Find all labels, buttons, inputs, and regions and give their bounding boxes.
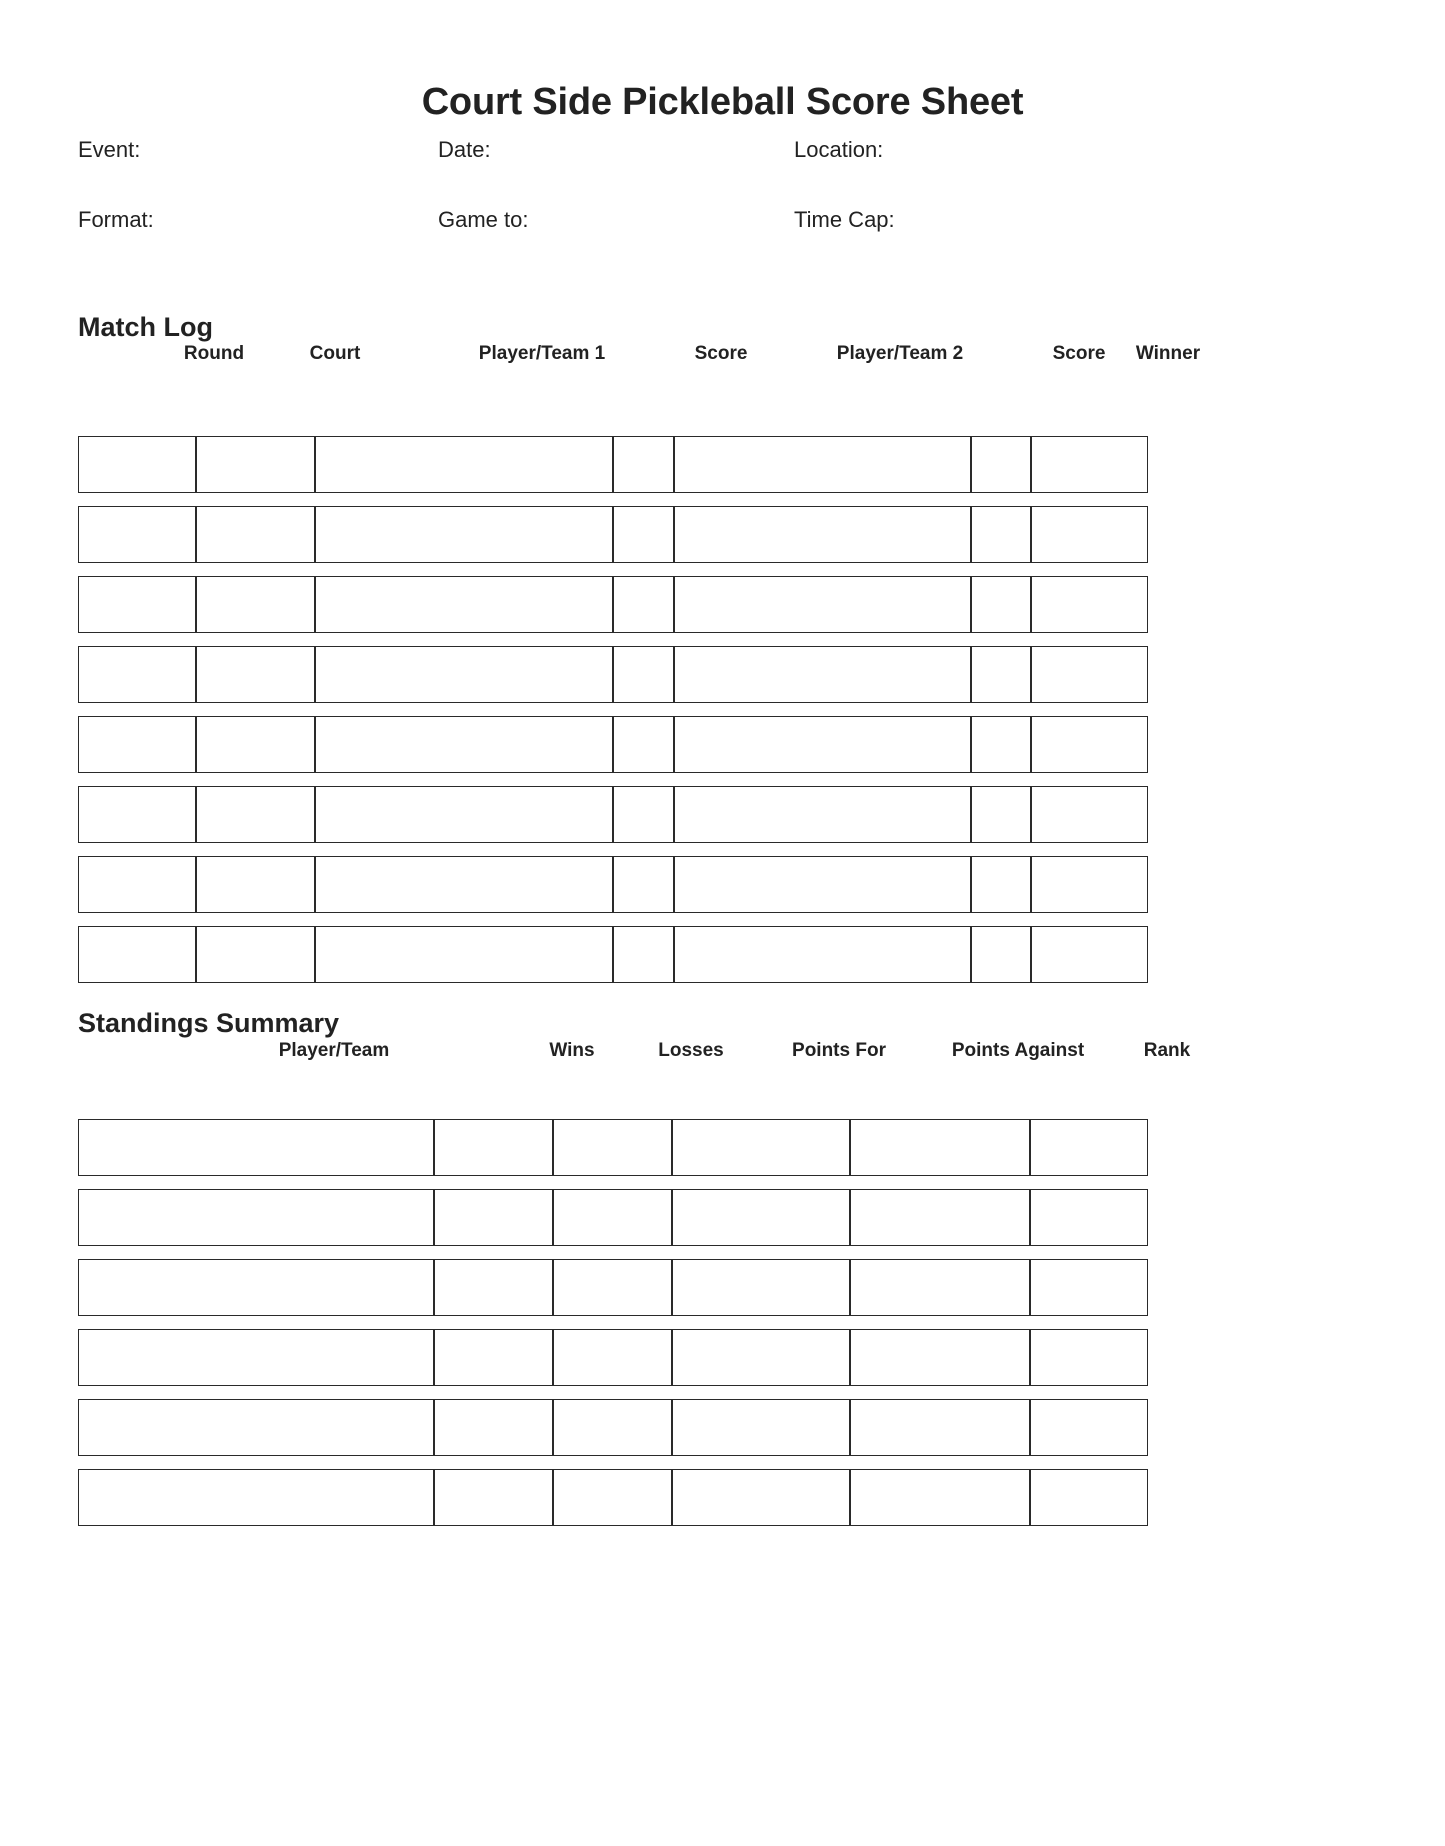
match-log-cell[interactable] <box>613 436 674 493</box>
standings-cell[interactable] <box>434 1259 553 1316</box>
match-log-cell[interactable] <box>613 856 674 913</box>
standings-row <box>78 1399 1148 1456</box>
match-log-header-3: Player/Team 1 <box>478 343 606 364</box>
match-log-cell[interactable] <box>315 786 613 843</box>
standings-row <box>78 1189 1148 1246</box>
standings-header-1: Player/Team <box>278 1040 390 1061</box>
standings-cell[interactable] <box>850 1119 1030 1176</box>
standings-cell[interactable] <box>1030 1189 1148 1246</box>
standings-cell[interactable] <box>553 1469 672 1526</box>
standings-cell[interactable] <box>1030 1119 1148 1176</box>
match-log-cell[interactable] <box>1031 786 1148 843</box>
match-log-cell[interactable] <box>1031 436 1148 493</box>
match-log-cell[interactable] <box>78 576 196 633</box>
match-log-cell[interactable] <box>1031 576 1148 633</box>
match-log-cell[interactable] <box>78 786 196 843</box>
match-log-cell[interactable] <box>315 856 613 913</box>
standings-row <box>78 1119 1148 1176</box>
match-log-cell[interactable] <box>674 576 971 633</box>
standings-cell[interactable] <box>672 1329 850 1386</box>
match-log-cell[interactable] <box>196 716 315 773</box>
match-log-cell[interactable] <box>674 926 971 983</box>
match-log-cell[interactable] <box>315 926 613 983</box>
match-log-header-2: Court <box>309 343 361 364</box>
standings-header-6: Rank <box>1143 1040 1191 1061</box>
standings-cell[interactable] <box>78 1119 434 1176</box>
standings-cell[interactable] <box>850 1259 1030 1316</box>
match-log-cell[interactable] <box>196 576 315 633</box>
match-log-cell[interactable] <box>613 716 674 773</box>
match-log-cell[interactable] <box>315 506 613 563</box>
standings-cell[interactable] <box>1030 1399 1148 1456</box>
location-label: Location: <box>794 137 884 162</box>
format-label: Format: <box>78 207 154 232</box>
match-log-row <box>78 506 1148 563</box>
match-log-cell[interactable] <box>971 856 1031 913</box>
match-log-cell[interactable] <box>613 786 674 843</box>
match-log-cell[interactable] <box>78 856 196 913</box>
standings-row <box>78 1469 1148 1526</box>
standings-header-2: Wins <box>549 1040 595 1061</box>
standings-header-5: Points Against <box>951 1040 1085 1061</box>
standings-cell[interactable] <box>553 1259 672 1316</box>
match-log-cell[interactable] <box>315 576 613 633</box>
match-log-cell[interactable] <box>613 506 674 563</box>
standings-cell[interactable] <box>850 1469 1030 1526</box>
standings-cell[interactable] <box>672 1259 850 1316</box>
standings-cell[interactable] <box>672 1189 850 1246</box>
standings-cell[interactable] <box>78 1469 434 1526</box>
match-log-cell[interactable] <box>674 716 971 773</box>
match-log-header-7: Winner <box>1135 343 1201 364</box>
standings-cell[interactable] <box>850 1189 1030 1246</box>
match-log-cell[interactable] <box>78 716 196 773</box>
match-log-cell[interactable] <box>971 506 1031 563</box>
standings-cell[interactable] <box>553 1189 672 1246</box>
match-log-cell[interactable] <box>971 436 1031 493</box>
match-log-cell[interactable] <box>196 856 315 913</box>
match-log-cell[interactable] <box>1031 856 1148 913</box>
standings-cell[interactable] <box>78 1259 434 1316</box>
match-log-row <box>78 716 1148 773</box>
match-log-row <box>78 436 1148 493</box>
standings-cell[interactable] <box>672 1399 850 1456</box>
standings-cell[interactable] <box>1030 1329 1148 1386</box>
standings-row <box>78 1329 1148 1386</box>
match-log-cell[interactable] <box>196 646 315 703</box>
match-log-column-headers <box>78 341 1201 367</box>
standings-summary-table <box>78 1106 1148 1539</box>
match-log-cell[interactable] <box>613 646 674 703</box>
match-log-cell[interactable] <box>78 926 196 983</box>
match-log-header-5: Player/Team 2 <box>836 343 964 364</box>
standings-cell[interactable] <box>434 1329 553 1386</box>
match-log-cell[interactable] <box>971 646 1031 703</box>
match-log-cell[interactable] <box>196 506 315 563</box>
standings-cell[interactable] <box>78 1329 434 1386</box>
match-log-cell[interactable] <box>1031 506 1148 563</box>
match-log-heading: Match Log <box>78 312 213 342</box>
match-log-cell[interactable] <box>674 506 971 563</box>
match-log-cell[interactable] <box>971 926 1031 983</box>
match-log-cell[interactable] <box>971 786 1031 843</box>
meta-row-secondary <box>78 204 1168 236</box>
match-log-cell[interactable] <box>674 786 971 843</box>
match-log-table <box>78 423 1148 996</box>
standings-column-headers <box>78 1038 1191 1064</box>
match-log-cell[interactable] <box>315 716 613 773</box>
match-log-cell[interactable] <box>971 716 1031 773</box>
match-log-cell[interactable] <box>78 646 196 703</box>
match-log-cell[interactable] <box>971 576 1031 633</box>
standings-cell[interactable] <box>434 1119 553 1176</box>
match-log-cell[interactable] <box>1031 646 1148 703</box>
standings-cell[interactable] <box>1030 1469 1148 1526</box>
standings-cell[interactable] <box>434 1469 553 1526</box>
match-log-row <box>78 786 1148 843</box>
standings-cell[interactable] <box>850 1399 1030 1456</box>
standings-cell[interactable] <box>434 1399 553 1456</box>
time-cap-label: Time Cap: <box>794 207 895 232</box>
standings-cell[interactable] <box>672 1119 850 1176</box>
match-log-cell[interactable] <box>674 436 971 493</box>
match-log-cell[interactable] <box>196 786 315 843</box>
standings-row <box>78 1259 1148 1316</box>
standings-cell[interactable] <box>1030 1259 1148 1316</box>
match-log-row <box>78 576 1148 633</box>
standings-cell[interactable] <box>553 1119 672 1176</box>
match-log-cell[interactable] <box>613 576 674 633</box>
standings-cell[interactable] <box>672 1469 850 1526</box>
standings-cell[interactable] <box>434 1189 553 1246</box>
match-log-cell[interactable] <box>78 506 196 563</box>
match-log-header-6: Score <box>1052 343 1106 364</box>
match-log-cell[interactable] <box>674 646 971 703</box>
match-log-cell[interactable] <box>613 926 674 983</box>
match-log-header-1: Round <box>183 343 245 364</box>
standings-cell[interactable] <box>78 1399 434 1456</box>
page-title: Court Side Pickleball Score Sheet <box>421 81 1024 123</box>
match-log-cell[interactable] <box>196 926 315 983</box>
standings-cell[interactable] <box>78 1189 434 1246</box>
match-log-cell[interactable] <box>315 646 613 703</box>
match-log-cell[interactable] <box>315 436 613 493</box>
match-log-row <box>78 926 1148 983</box>
match-log-row <box>78 646 1148 703</box>
standings-cell[interactable] <box>553 1329 672 1386</box>
standings-summary-heading: Standings Summary <box>78 1008 340 1038</box>
match-log-row <box>78 856 1148 913</box>
match-log-cell[interactable] <box>1031 716 1148 773</box>
game-to-label: Game to: <box>438 207 529 232</box>
match-log-cell[interactable] <box>674 856 971 913</box>
standings-header-4: Points For <box>792 1040 886 1061</box>
match-log-cell[interactable] <box>1031 926 1148 983</box>
match-log-cell[interactable] <box>196 436 315 493</box>
match-log-cell[interactable] <box>78 436 196 493</box>
match-log-header-4: Score <box>694 343 748 364</box>
standings-cell[interactable] <box>553 1399 672 1456</box>
standings-cell[interactable] <box>850 1329 1030 1386</box>
date-label: Date: <box>438 137 491 162</box>
event-label: Event: <box>78 137 141 162</box>
standings-header-3: Losses <box>658 1040 724 1061</box>
meta-row-primary <box>78 134 1168 166</box>
